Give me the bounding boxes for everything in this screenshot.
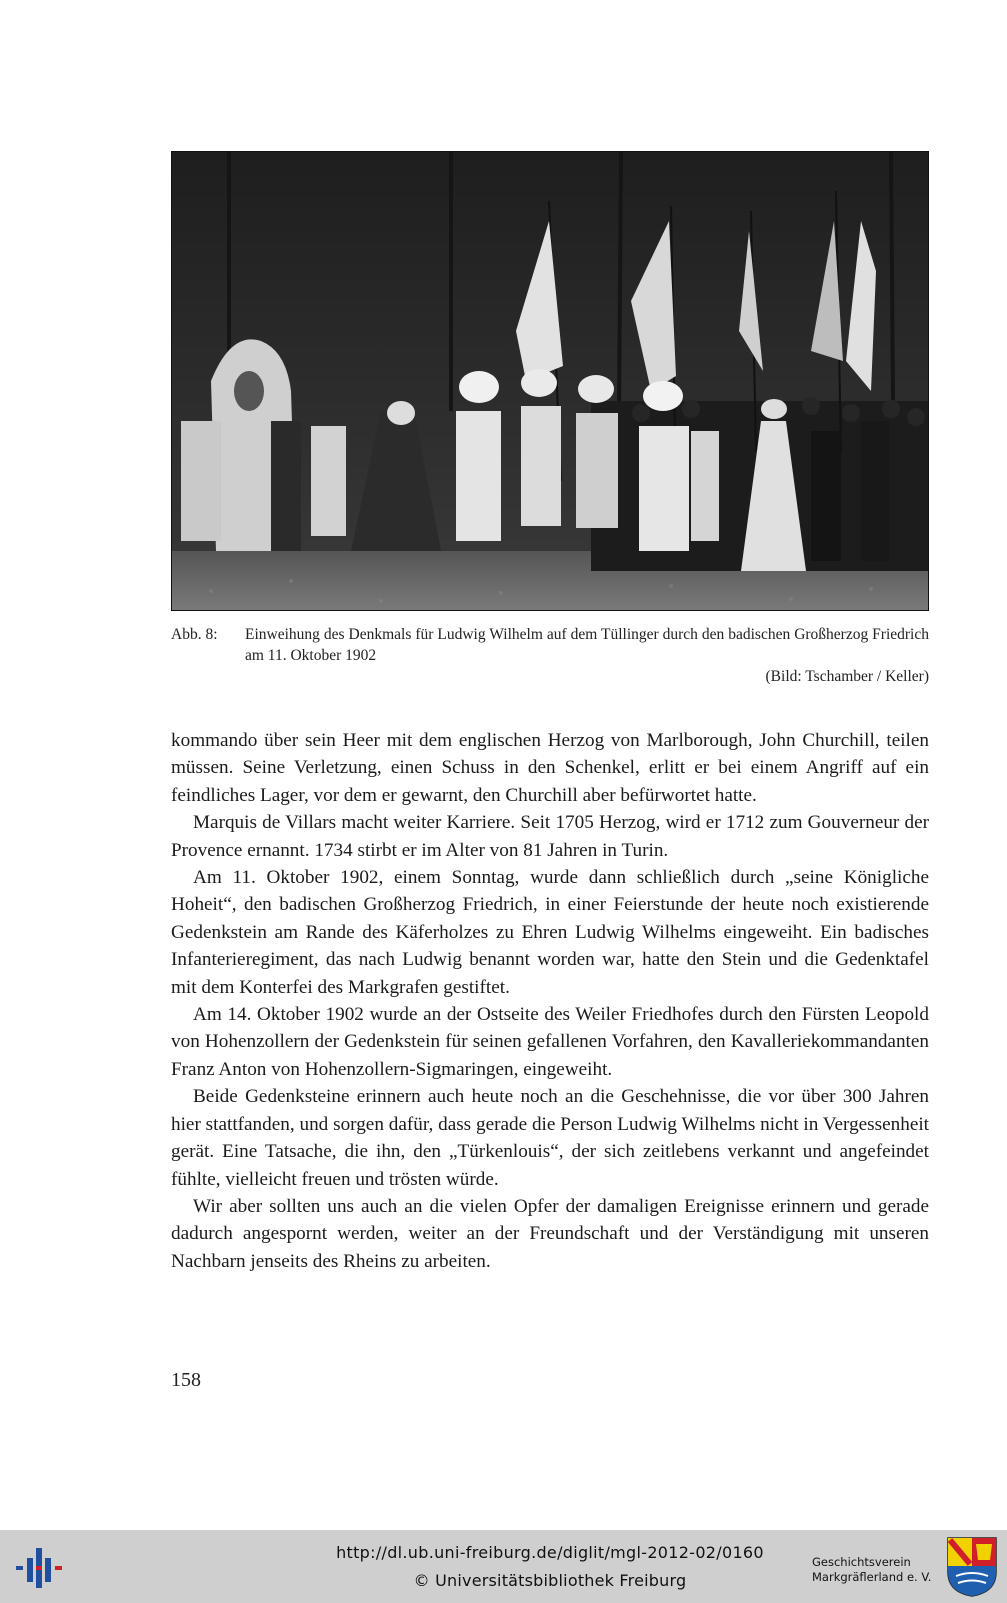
figure-credit: (Bild: Tschamber / Keller) bbox=[765, 668, 929, 685]
paragraph: kommando über sein Heer mit dem englischen Herzog von Marlborough, John Churchill, teilen müssen. Seine Verletzung, einen Schuss in den Schenkel, erlitt er bei einem Angriff auf ein feindliches Lager, vor dem er gewarnt, den Churchill aber befürwortet hatte. bbox=[171, 730, 929, 806]
society-name-line2: Markgräflerland e. V. bbox=[812, 1570, 932, 1584]
historical-photograph bbox=[171, 151, 929, 611]
figure-caption-text: Einweihung des Denkmals für Ludwig Wilhelm auf dem Tüllinger durch den badischen Großherzog Friedrich am 11. Oktober 1902 bbox=[245, 626, 929, 664]
society-name-line1: Geschichtsverein bbox=[812, 1555, 911, 1569]
figure-caption bbox=[171, 624, 929, 687]
body-text bbox=[171, 727, 929, 1275]
paragraph: Am 14. Oktober 1902 wurde an der Ostseite des Weiler Friedhofes durch den Fürsten Leopold von Hohenzollern der Gedenkstein für seinen gefallenen Vorfahren, den Kavalleriekommandanten Franz Anton von Hohenzollern-Sigmaringen, eingeweiht. bbox=[171, 1004, 929, 1080]
paragraph: Beide Gedenksteine erinnern auch heute noch an die Geschehnisse, die vor über 300 Jahren hier stattfanden, und sorgen dafür, dass gerade die Person Ludwig Wilhelms nicht in Vergessenheit gerät. Eine Tatsache, die ihn, den „Türkenlouis“, der sich zeitlebens verkannt und angefeindet fühlte, vielleicht freuen und trösten würde. bbox=[171, 1086, 929, 1190]
society-name bbox=[812, 1555, 931, 1585]
figure-label: Abb. 8: bbox=[171, 626, 218, 643]
paragraph: Wir aber sollten uns auch an die vielen Opfer der damaligen Ereignisse erinnern und gerade dadurch angespornt werden, weiter an der Freundschaft und der Verständigung mit unseren Nachbarn jenseits des Rheins zu arbeiten. bbox=[171, 1195, 929, 1272]
paragraph: Am 11. Oktober 1902, einem Sonntag, wurde dann schließlich durch „seine Königliche Hoheit“, den badischen Großherzog Friedrich, in einer Feierstunde der heute noch existierende Gedenkstein am Rande des Käferholzes zu Ehren Ludwig Wilhelms eingeweiht. Ein badisches Infanterieregiment, das nach Ludwig benannt worden war, hatte den Stein und die Gedenktafel mit dem Konterfei des Markgrafen gestiftet. bbox=[171, 867, 929, 998]
page-number: 158 bbox=[171, 1369, 201, 1391]
photograph-illustration bbox=[171, 151, 929, 611]
footer-bar bbox=[0, 1530, 1007, 1603]
footer-url-link[interactable]: http://dl.ub.uni-freiburg.de/diglit/mgl-2012-02/0160 bbox=[336, 1543, 764, 1562]
paragraph: Marquis de Villars macht weiter Karriere. Seit 1705 Herzog, wird er 1712 zum Gouverneur der Provence ernannt. 1734 stirbt er im Alter von 81 Jahren in Turin. bbox=[171, 812, 929, 861]
footer-copyright: © Universitätsbibliothek Freiburg bbox=[413, 1571, 687, 1590]
society-crest-icon[interactable] bbox=[946, 1536, 998, 1598]
